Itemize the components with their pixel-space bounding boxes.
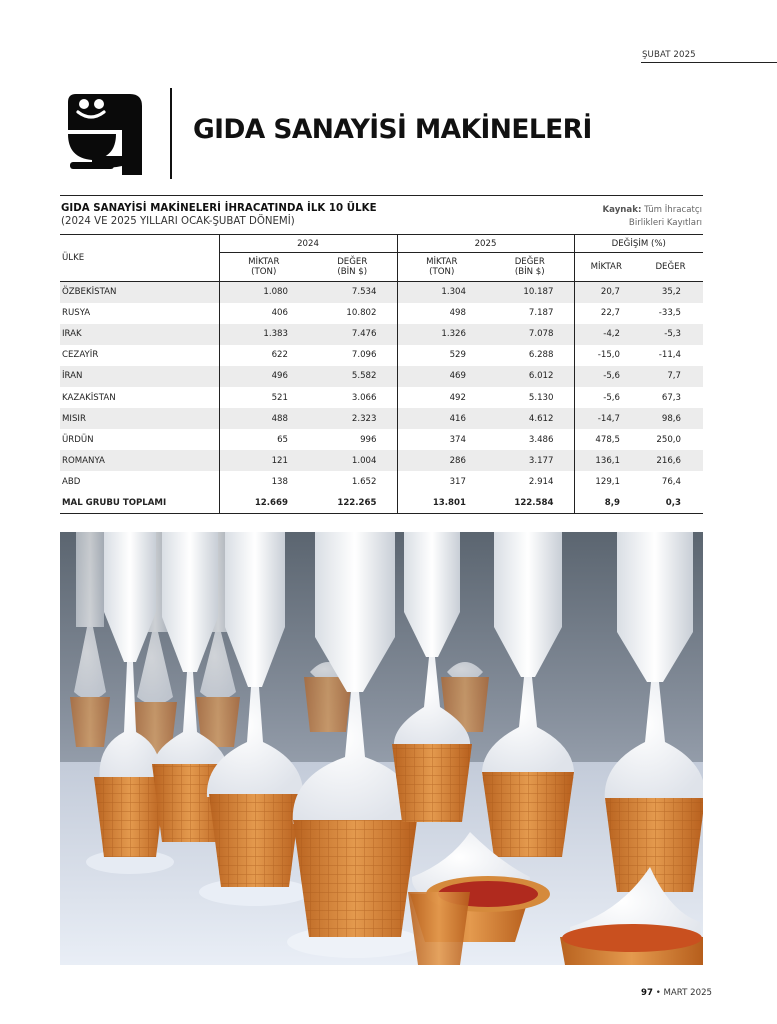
cell-qty-2025: 1.304 (397, 282, 486, 303)
cell-change-qty: 136,1 (574, 450, 638, 471)
table-row (60, 408, 703, 429)
cell-value-2025: 3.177 (486, 450, 574, 471)
table-source (592, 204, 702, 229)
ice-cream-production-photo (60, 532, 703, 965)
cell-country: ROMANYA (60, 450, 219, 471)
cell-value-2024: 10.802 (346, 308, 377, 319)
page-number: 97 (641, 988, 653, 998)
cell-change-value: 250,0 (656, 434, 681, 445)
table-row (60, 345, 703, 366)
header-qty-label: MİKTAR (TON) (426, 257, 458, 277)
cell-qty-2025: 286 (397, 450, 486, 471)
header-country: ÜLKE (60, 235, 219, 282)
running-header (641, 51, 777, 63)
cell-qty-2024: 121 (219, 450, 308, 471)
cell-country: ÜRDÜN (62, 434, 94, 445)
page-title: GIDA SANAYİSİ MAKİNELERİ (193, 114, 592, 145)
export-table (60, 234, 703, 514)
table-row (60, 387, 703, 408)
cell-qty-2024: 496 (219, 366, 308, 387)
header-value-label: DEĞER (BİN $) (337, 257, 368, 277)
cell-change-qty: -4,2 (574, 324, 638, 345)
cell-qty-2025: 317 (397, 471, 486, 492)
cell-qty-2025: 1.326 (397, 324, 486, 345)
cell-qty-2025: 498 (397, 303, 486, 324)
header-value-2024 (308, 253, 397, 282)
cell-change-value: 98,6 (638, 408, 703, 429)
cell-qty-2024: 65 (219, 429, 308, 450)
cell-change-qty: 20,7 (574, 282, 638, 303)
table-row (60, 450, 703, 471)
cell-value-2025: 5.130 (528, 392, 554, 403)
header-qty-2025 (397, 253, 486, 282)
issue-date: MART 2025 (663, 988, 713, 998)
cell-value-2025: 6.288 (528, 350, 554, 361)
cell-value-2025: 10.187 (486, 282, 574, 303)
table-row (60, 429, 703, 450)
header-change-value: DEĞER (638, 253, 703, 282)
cell-value-2025: 4.612 (486, 408, 574, 429)
cell-change-value: 7,7 (638, 366, 703, 387)
cell-qty-2024: 488 (219, 408, 308, 429)
cell-value-2024: 2.323 (308, 408, 397, 429)
cell-change-qty: -15,0 (574, 345, 638, 366)
cell-qty-2025: 492 (397, 387, 486, 408)
table-row (60, 282, 703, 303)
cell-qty-2024: 1.383 (219, 324, 308, 345)
cell-value-2025: 7.187 (528, 308, 554, 319)
cell-qty-2025: 374 (397, 429, 486, 450)
header-change-qty: MİKTAR (574, 253, 638, 282)
cell-value-2024: 7.476 (308, 324, 397, 345)
cell-change-qty: -5,6 (574, 387, 638, 408)
cell-country: ABD (62, 476, 81, 487)
cell-change-value: -33,5 (658, 308, 681, 319)
cell-total-value-2024: 122.265 (308, 492, 397, 513)
cell-change-value: 216,6 (638, 450, 703, 471)
page-folio (641, 988, 712, 998)
cell-country: RUSYA (62, 308, 91, 319)
cell-country: MISIR (60, 408, 219, 429)
cell-total-qty-2025: 13.801 (397, 492, 486, 513)
cell-total-label: MAL GRUBU TOPLAMI (60, 492, 219, 513)
table-row (60, 471, 703, 492)
cell-qty-2025: 529 (397, 345, 486, 366)
cell-qty-2024: 622 (219, 345, 308, 366)
cell-value-2025: 2.914 (528, 476, 554, 487)
cell-value-2024: 7.096 (351, 350, 377, 361)
running-header-text: ŞUBAT 2025 (642, 50, 696, 60)
cell-total-change-value: 0,3 (638, 492, 703, 513)
cell-value-2024: 996 (360, 434, 377, 445)
cell-country: İRAN (60, 366, 219, 387)
cell-value-2024: 3.066 (351, 392, 377, 403)
cell-value-2025: 3.486 (528, 434, 554, 445)
stand-mixer-icon (66, 92, 144, 175)
cell-qty-2024: 1.080 (219, 282, 308, 303)
source-text: Tüm İhracatçı Birlikleri Kayıtları (628, 205, 702, 228)
cell-change-value: 76,4 (661, 476, 681, 487)
title-divider (170, 88, 172, 179)
table-top-rule (60, 195, 703, 196)
cell-value-2024: 1.652 (351, 476, 377, 487)
cell-change-value: 67,3 (661, 392, 681, 403)
cell-value-2024: 1.004 (308, 450, 397, 471)
cell-value-2025: 6.012 (486, 366, 574, 387)
table-row (60, 303, 703, 324)
folio-separator: • (655, 988, 661, 998)
header-change: DEĞİŞİM (%) (574, 235, 703, 253)
cell-country: IRAK (60, 324, 219, 345)
cell-qty-2025: 469 (397, 366, 486, 387)
cell-qty-2024: 406 (219, 303, 308, 324)
cell-qty-2025: 416 (397, 408, 486, 429)
cell-change-value: 35,2 (638, 282, 703, 303)
header-year-2025: 2025 (397, 235, 574, 253)
header-value-label: DEĞER (BİN $) (514, 257, 545, 277)
cell-country: KAZAKİSTAN (62, 392, 116, 403)
cell-change-value: -11,4 (658, 350, 681, 361)
cell-total-qty-2024: 12.669 (219, 492, 308, 513)
cell-change-qty: -14,7 (574, 408, 638, 429)
source-label: Kaynak: (602, 205, 642, 215)
cell-change-value: -5,3 (638, 324, 703, 345)
table-subtitle: (2024 VE 2025 YILLARI OCAK-ŞUBAT DÖNEMİ) (61, 216, 295, 227)
cell-value-2024: 5.582 (308, 366, 397, 387)
header-qty-2024 (219, 253, 308, 282)
header-year-2024: 2024 (219, 235, 397, 253)
cell-change-qty: -5,6 (574, 366, 638, 387)
table-row (60, 366, 703, 387)
cell-qty-2024: 521 (219, 387, 308, 408)
cell-change-qty: 478,5 (574, 429, 638, 450)
cell-country: CEZAYİR (62, 350, 99, 361)
table-total-row (60, 492, 703, 513)
cell-total-change-qty: 8,9 (574, 492, 638, 513)
cell-country: ÖZBEKİSTAN (60, 282, 219, 303)
table-row (60, 324, 703, 345)
photo-illustration (60, 532, 703, 965)
header-qty-label: MİKTAR (TON) (248, 257, 280, 277)
table-body (60, 282, 703, 514)
table-title: GIDA SANAYİSİ MAKİNELERİ İHRACATINDA İLK 10 ÜLKE (61, 203, 377, 214)
cell-value-2024: 7.534 (308, 282, 397, 303)
cell-total-value-2025: 122.584 (486, 492, 574, 513)
cell-change-qty: 129,1 (574, 471, 638, 492)
header-value-2025 (486, 253, 574, 282)
cell-value-2025: 7.078 (486, 324, 574, 345)
cell-qty-2024: 138 (219, 471, 308, 492)
cell-change-qty: 22,7 (574, 303, 638, 324)
